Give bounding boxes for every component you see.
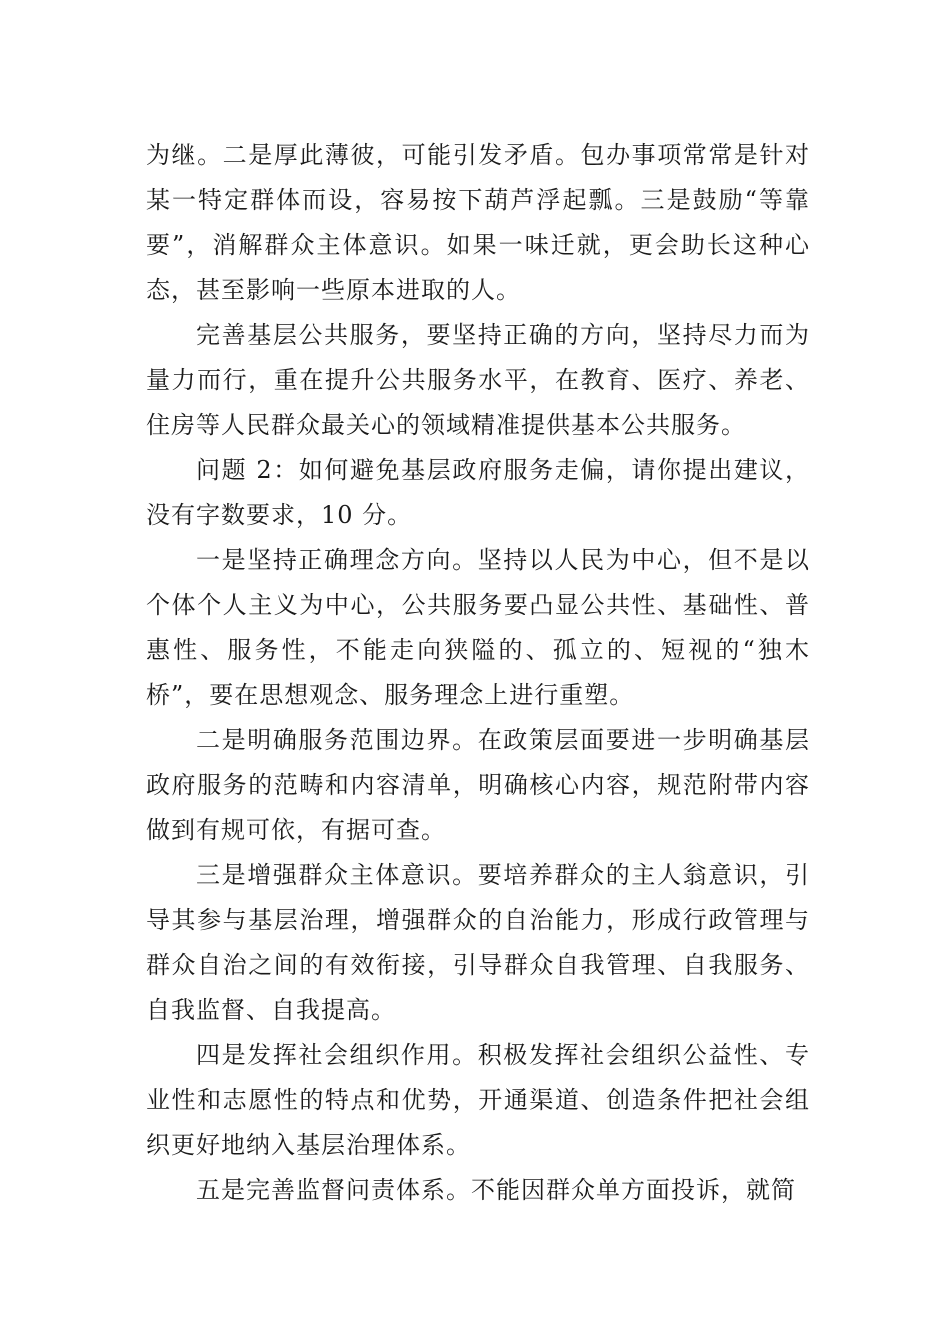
- paragraph-question-2: 问题 2：如何避免基层政府服务走偏，请你提出建议，没有字数要求，10 分。: [146, 456, 810, 529]
- paragraph-continued: 为继。二是厚此薄彼，可能引发矛盾。包办事项常常是针对某一特定群体而设，容易按下葫芦浮起瓢。三是鼓励“等靠要”，消解群众主体意识。如果一味迁就，更会助长这种心态，甚至影响一些原本进取的人。: [146, 141, 810, 304]
- paragraph-point-4: 四是发挥社会组织作用。积极发挥社会组织公益性、专业性和志愿性的特点和优势，开通渠道、创造条件把社会组织更好地纳入基层治理体系。: [146, 1041, 810, 1159]
- paragraph-public-service: 完善基层公共服务，要坚持正确的方向，坚持尽力而为量力而行，重在提升公共服务水平，在教育、医疗、养老、住房等人民群众最关心的领域精准提供基本公共服务。: [146, 321, 810, 439]
- paragraph-point-5: 五是完善监督问责体系。不能因群众单方面投诉，就简: [196, 1176, 796, 1204]
- paragraph-point-2: 二是明确服务范围边界。在政策层面要进一步明确基层政府服务的范畴和内容清单，明确核心内容，规范附带内容做到有规可依，有据可查。: [146, 726, 810, 844]
- paragraph-point-1: 一是坚持正确理念方向。坚持以人民为中心，但不是以个体个人主义为中心，公共服务要凸显公共性、基础性、普惠性、服务性，不能走向狭隘的、孤立的、短视的“独木桥”，要在思想观念、服务理念上进行重塑。: [146, 546, 810, 709]
- paragraph-point-3: 三是增强群众主体意识。要培养群众的主人翁意识，引导其参与基层治理，增强群众的自治能力，形成行政管理与群众自治之间的有效衔接，引导群众自我管理、自我服务、自我监督、自我提高。: [146, 861, 810, 1024]
- document-body: [146, 133, 810, 1213]
